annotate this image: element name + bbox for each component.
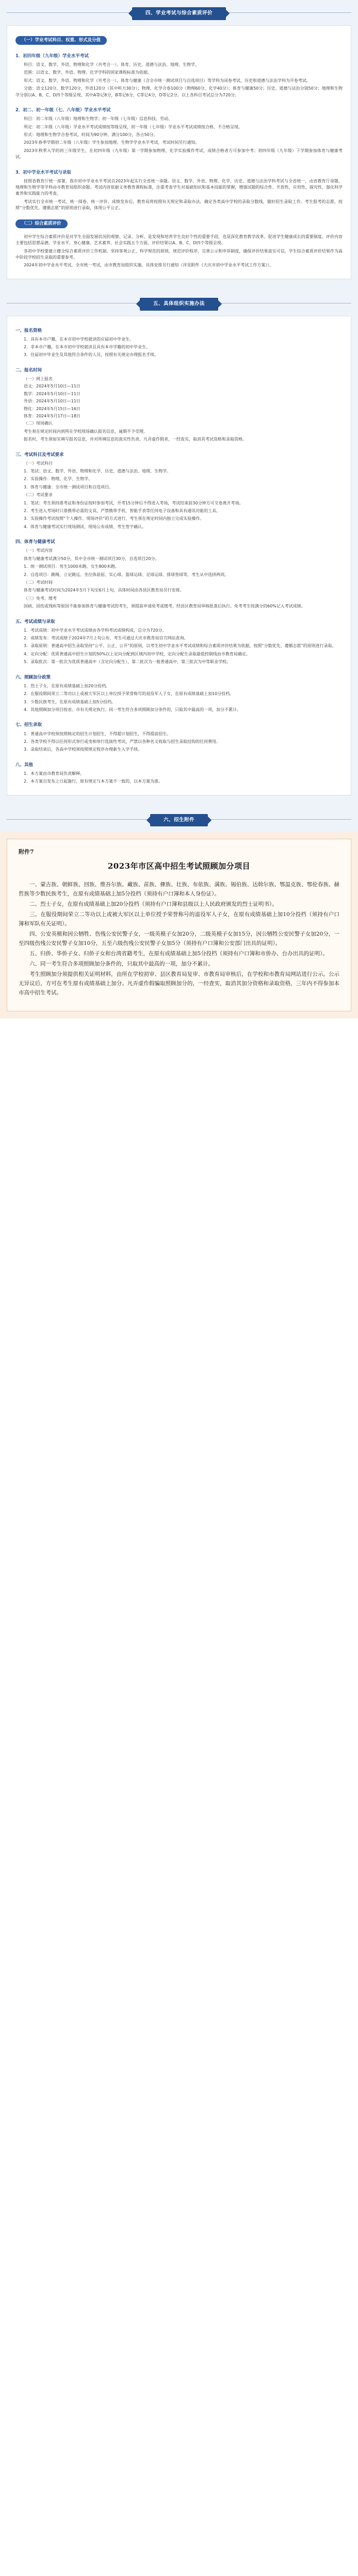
subsection-heading: （一）学业考试科目、权重、形式及分值: [15, 36, 107, 45]
paragraph-heading: 七、招生录取: [15, 722, 42, 728]
paragraph: 科目：语文、数学、外语、物理和化学（共考合一）、体育、历史、道德与法治、地理、生物学。: [24, 62, 199, 67]
paragraph: 形式：地理和生物学合卷考试，时间为90分钟，满分100分，各占50分。: [24, 132, 158, 137]
paragraph: 2023年秋季入学的初三年级学生，在初四年级（九年级）第一学期参加物理、化学实验操作考试，成绩合格者方可参加中考；初四年级（九年级）下学期参加体育与健康考试。: [15, 148, 343, 160]
paragraph: 5．录取批次：第一批次为优质普通高中（含定向分配生），第二批次为一般普通高中，第三批次为中等职业学校。: [24, 659, 231, 665]
paragraph: 1．考试成绩：初中学业水平考试成绩由各学科考试成绩构成，总分为720分。: [24, 628, 167, 633]
paragraph: 因病、因伤或残疾等原因不能参加体育与健康考试的考生，须提前申请免考或缓考，经县区教育局审核批准后执行。免考考生按满分的60%记入考试成绩。: [24, 604, 305, 609]
section-title: 五、具体组织实施办法: [140, 298, 218, 311]
paragraph: 1．普通高中学校须按照核定的招生计划招生，不得超计划招生，不得提前招生。: [24, 731, 171, 736]
paragraph: 2．成绩发布：考试成绩于2024年7月上旬公布，考生可通过大庆市教育局官方网站查询。: [24, 636, 188, 641]
annex-paragraph: 三、在服役期间荣立二等功以上或被大军区以上单位授予荣誉称号的退役军人子女，在原有成绩基础上加10分投档（须持有户口簿和军队有关证明）。: [19, 911, 339, 927]
annex-paragraph: 考生照顾加分须提供相关证明材料，由所在学校初审、县区教育局复审、市教育局审核后，在学校和市教育局网站进行公示。公示无异议后，方可在考生原有成绩基础上加分。凡弄虚作假骗取照顾加分的，一经查实，取消其加分资格和录取资格，三年内不得参加本市高中招生考试。: [19, 971, 339, 996]
schedule-item: 体育：2024年5月17日—18日: [24, 413, 80, 418]
paragraph: 2024年初中学业水平考试，全市统一考试，由市教育局组织实施，具体安排另行通知（详见附件《大庆市初中学业水平考试工作方案》）。: [24, 263, 274, 268]
paragraph: 1．笔试：语文、数学、外语、物理和化学、历史、道德与法治、地理、生物学。: [24, 469, 171, 474]
schedule-item: 数学：2024年5月10日—11日: [24, 391, 80, 396]
section-header: [7, 291, 351, 316]
section-implementation: [0, 291, 358, 807]
section-exam-evaluation: [0, 0, 358, 291]
paragraph: 2．非本市户籍，在本市初中学校就读且具有本市学籍的初中毕业生。: [24, 345, 151, 350]
paragraph: 2．本方案自发布之日起施行，原有规定与本方案不一致的，以本方案为准。: [24, 779, 163, 784]
annex-paragraph: 二、烈士子女，在原有成绩基础上加20分投档（须持有户口簿和县级以上人民政府颁发的烈士证明书）。: [29, 901, 278, 907]
paragraph: 2．在服役期间荣立二等功以上或被大军区以上单位授予荣誉称号的退役军人子女，在原有成绩基础上加10分投档。: [24, 691, 234, 697]
paragraph: 1．烈士子女，在原有成绩基础上加20分投档。: [24, 683, 110, 688]
paragraph: 考试实行全市统一考试、统一阅卷、统一评价。成绩发布后，教育局将按照有关规定和录取办法，确定各类高中学校的录取分数线，做好招生录取工作。考生报考的志愿，按照“分数优先、遵循志愿”的原则进行录取，体现公平公正。: [15, 199, 343, 211]
paragraph: （一）考试内容: [24, 548, 53, 553]
annex-paragraph: 六、同一考生符合多项照顾加分条件的，只取其中最高的一项，加分不累计。: [29, 961, 214, 968]
paragraph: （二）考试要求: [24, 493, 53, 498]
paragraph: （三）免考、缓考: [24, 596, 57, 601]
annex-label: 附件7: [19, 849, 34, 856]
paragraph: 3．体育与健康：全市统一测试项目和自选项目。: [24, 484, 113, 489]
paragraph: 所定：初二年级（八年级）学业水平考试成绩按等级呈现，初一年级（七年级）学业水平考试成绩按合格、不合格呈现。: [24, 124, 242, 129]
annex-document: [7, 839, 351, 1011]
paragraph: 分值：语文120分，数学120分，外语120分（其中听力30分）；物理、化学合卷100分（物理60分，化学40分）；体育与健康50分；历史、道德与法治分别50分；地理和生物学分别以A、B、C、D四个等级呈现，其中A等记8分，B等记6分，C等记4分，D等记2分。以上各科目考试总分为720分。: [15, 86, 343, 97]
paragraph-heading: 八、其他: [15, 762, 34, 768]
paragraph: 科目：初二年级（八年级）地理和生物学；初一年级（七年级）信息科技、劳动。: [24, 116, 172, 122]
section-title: 四、学业考试与综合素质评价: [132, 7, 226, 20]
section-annex: [0, 807, 358, 1019]
paragraph-heading: 五、考试成绩与录取: [15, 619, 55, 624]
paragraph: 1．统一测试项目：男生1000米跑、女生800米跑。: [24, 564, 119, 569]
annex-paragraph: 四、公安英模和因公牺牲、伤残公安民警子女，一级英模子女加20分，二级英模子女加15分，因公牺牲公安民警子女加20分，一至四级伤残公安民警子女加10分，五至六级伤残公安民警子女加5分（须持有户口簿和公安部门出具的证明）。: [19, 930, 339, 946]
paragraph: 2023年春季学期初二年级（八年级）学生参加地理、生物学学业水平考试，考试时间另行通知。: [24, 140, 200, 145]
paragraph-heading: 1．初四年级（九年级）学业水平考试: [15, 53, 89, 59]
section-header: [7, 807, 351, 832]
schedule-item: 语文：2024年5月10日—11日: [24, 384, 80, 389]
paragraph-heading: 3．初中学业水平考试与录取: [15, 170, 71, 175]
paragraph: 1．笔试：考生须持准考证和身份证按时参加考试，开考15分钟后不得进入考场，考试结束前30分钟方可交卷离开考场。: [24, 500, 243, 505]
paragraph: 4．其他照顾加分项目按省、市有关规定执行。同一考生符合多项照顾加分条件的，只取其中最高的一项，加分不累计。: [24, 707, 241, 712]
paragraph: （一）考试科目: [24, 461, 53, 466]
annex-area: [0, 832, 358, 1019]
schedule-item: （二）现场确认: [24, 421, 53, 426]
paragraph: 1．本方案由市教育局负责解释。: [24, 771, 85, 776]
schedule-item: （一）网上报名: [24, 377, 53, 382]
paragraph: 1．具有本市户籍，在本市初中学校就读的应届初中毕业生。: [24, 336, 134, 342]
paragraph: 范围：以语文、数学、外语、物理、化学学科的国家课程标准为依据。: [24, 70, 152, 75]
section-header: [7, 0, 351, 25]
paragraph: 2．考生进入考场时只准携带必需的文具，严禁携带手机、智能手表等任何电子设备和具有通讯功能的工具。: [24, 509, 221, 514]
subsection-heading: （二）综合素质评价: [15, 219, 68, 228]
paragraph: 报名时，考生须如实填写报名信息，并对所填信息的真实性负责。凡弄虚作假者，一经查实，取消其考试资格和录取资格。: [24, 437, 247, 442]
content-card: [7, 25, 351, 279]
paragraph: 3．往届初中毕业生及其他符合条件的人员，按照有关规定办理报名手续。: [24, 352, 159, 358]
paragraph: 2．实验操作：物理、化学、生物学。: [24, 477, 93, 482]
paragraph: 初中学生综合素质评价是对学生全面发展状况的观察、记录、分析，是发现和培养学生良好个性的重要手段，也是深化教育教学改革、促进学生健康成长的重要制度。评价内容主要包括思想品德、学业水平、身心健康、艺术素养、社会实践五个方面，评价结果以A、B、C、D四个等级呈现。: [15, 234, 343, 246]
paragraph: 3．录取原则：普通高中招生录取坚持“公平、公正、公开”的原则，以考生初中学业水平考试成绩和综合素质评价结果为依据，按照“分数优先、遵循志愿”的原则进行录取。: [24, 643, 336, 649]
paragraph-heading: 二、报名时间: [15, 367, 42, 373]
annex-paragraph: 五、归侨、华侨子女、归侨子女和台湾省籍考生，在原有成绩基础上加5分投档（须持有户口簿和市侨办、台办出具的证明）。: [29, 951, 328, 957]
paragraph-heading: 三、考试科目及考试要求: [15, 452, 64, 457]
paragraph: 体育与健康考试时间为2024年5月下旬至6月上旬，具体时间由各县区教育局另行安排。: [24, 588, 184, 593]
paragraph: 2．各类学校不得以任何形式举行或变相举行选拔性考试，严禁以各种名义收取与招生录取挂钩的任何费用。: [24, 739, 221, 744]
paragraph: 2．自选项目：跳绳、立定跳远、坐位体前屈、实心球、篮球运球、足球运球、排球垫球等，考生从中选择两项。: [24, 572, 229, 577]
paragraph: 考生须在规定时间内到所在学校现场确认报名信息，逾期不予受理。: [24, 429, 148, 434]
paragraph: 4．体育与健康考试实行现场测试、现场公布成绩、考生签字确认。: [24, 524, 147, 529]
paragraph: 形式：语文、数学、外语、物理和化学（共考合一）、体育与健康（含全市统一测试项目与自选项目）等学科为闭卷考试，历史和道德与法治学科为开卷考试。: [24, 78, 311, 83]
annex-title: 2023年市区高中招生考试照顾加分项目: [107, 861, 251, 871]
paragraph: 体育与健康考试满分50分，其中全市统一测试项目30分，自选项目20分。: [24, 556, 159, 561]
paragraph-heading: 四、体育与健康考试: [15, 539, 55, 545]
paragraph: 3．少数民族考生，在原有成绩基础上加5分投档。: [24, 699, 116, 704]
paragraph-heading: 2．初二、初一年级（七、八年级）学业水平考试: [15, 108, 111, 113]
paragraph: 3．实验操作考试按照“个人操作、现场评价”的方式进行，考生须在规定时间内独立完成实验操作。: [24, 516, 204, 521]
paragraph: 按照省教育厅统一部署，我市初中学业水平考试自2023年起实行全省统一命题。语文、数学、外语、物理、化学、历史、道德与法治学科考试与全省统一，由省教育厅命题，地理和生物学等学科由市教育局组织命题。考试内容依据义务教育课程标准，注重考查学生对基础知识和基本技能的掌握，增强试题的综合性、开放性、应用性、探究性，强化科学素养和实践能力的考查。: [15, 178, 343, 196]
section-title: 六、招生附件: [150, 814, 208, 827]
paragraph: 4．定向分配：优质普通高中招生计划的50%以上定向分配到区域内初中学校，定向分配生录取最低控制线由市教育局确定。: [24, 651, 250, 656]
paragraph: （二）考试时间: [24, 580, 53, 585]
schedule-item: 物化：2024年5月15日—16日: [24, 406, 80, 411]
content-card: [7, 316, 351, 795]
paragraph: 各初中学校要建立健全综合素质评价工作机制，坚持客观公正、科学规范的原则，规范评价程序，完善公示和申诉制度，确保评价结果真实可信。学生综合素质评价结果作为高中阶段学校招生录取的重要参考。: [15, 248, 343, 260]
paragraph-heading: 一、报名资格: [15, 328, 42, 333]
annex-paragraph: 一、蒙古族、朝鲜族、回族、维吾尔族、藏族、苗族、彝族、壮族、布依族、满族、锡伯族、达斡尔族、鄂温克族、鄂伦春族、赫哲族等少数民族考生，在原有成绩基础上加5分投档（须持有户口簿和本人身份证）。: [19, 881, 339, 897]
paragraph-heading: 六、照顾加分政策: [15, 674, 51, 680]
paragraph: 3．录取结束后，各高中学校须按照规定程序办理新生入学手续。: [24, 747, 142, 752]
schedule-item: 外语：2024年5月10日—11日: [24, 399, 80, 404]
